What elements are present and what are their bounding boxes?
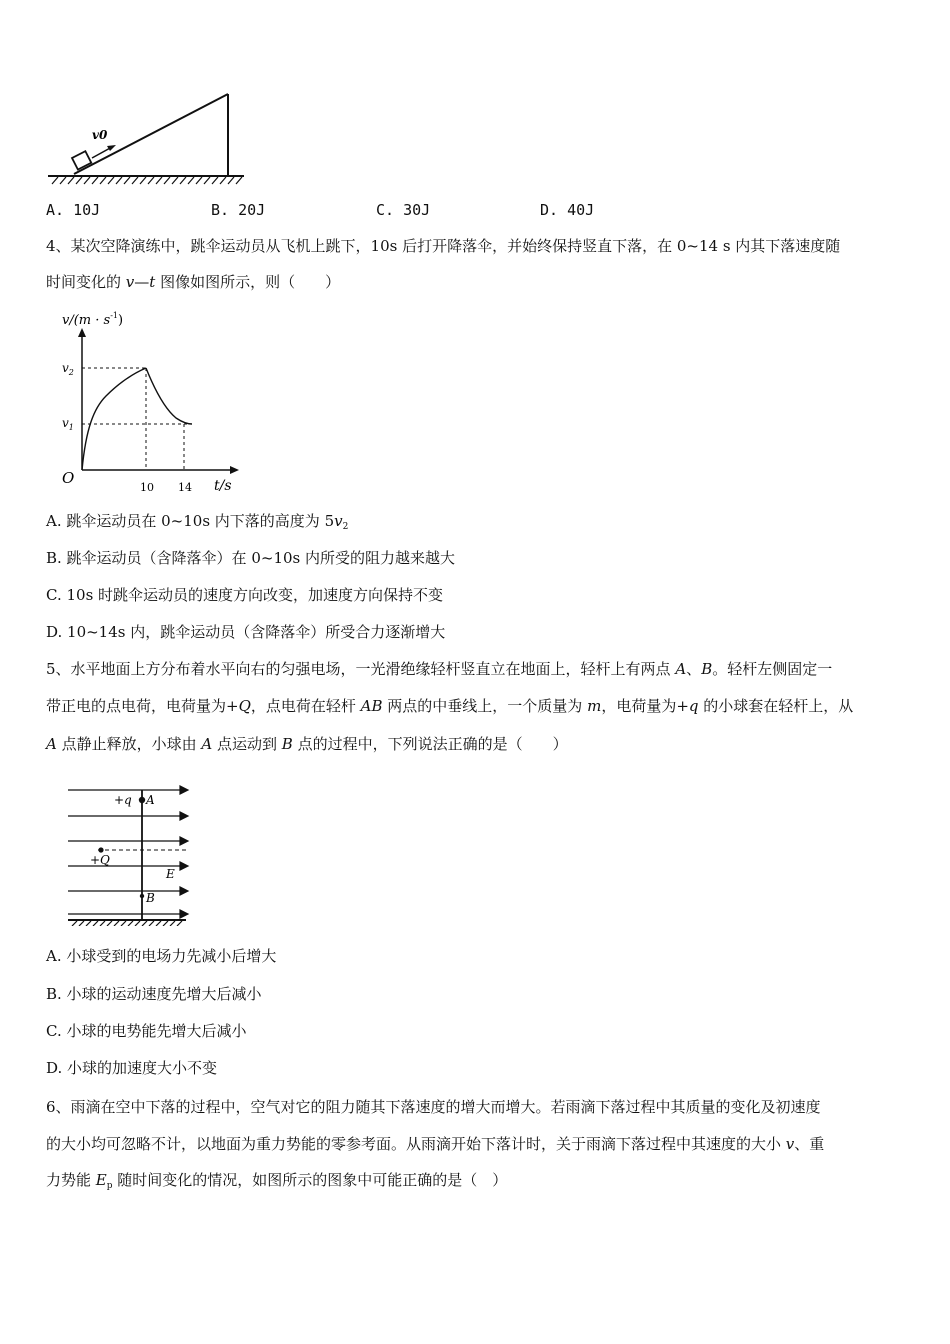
q5-option-c: C. 小球的电势能先增大后减小 <box>46 1022 247 1040</box>
plus-big-q-label: +Q <box>90 853 110 867</box>
q3-choice-a: A. 10J <box>46 201 101 219</box>
q3-choice-c: C. 30J <box>376 201 431 219</box>
ball-a <box>139 797 145 803</box>
q5-option-d: D. 小球的加速度大小不变 <box>46 1059 218 1077</box>
q4-option-b: B. 跳伞运动员（含降落伞）在 0~10s 内所受的阻力越来越大 <box>46 549 455 567</box>
q5-stem-line2: 带正电的点电荷，电荷量为+Q，点电荷在轻杆 AB 两点的中垂线上，一个质量为 m，电荷量为+q 的小球套在轻杆上，从 <box>46 697 854 715</box>
plus-q-label: +q <box>114 793 132 807</box>
t10-tick: 10 <box>140 481 154 494</box>
q4-stem-line2: 时间变化的 v—t 图像如图所示，则（ ） <box>46 273 341 291</box>
v0-label: v0 <box>92 128 108 142</box>
q5-stem-line1: 5、水平地面上方分布着水平向右的匀强电场，一光滑绝缘轻杆竖直立在地面上，轻杆上有两点 A、B。轻杆左侧固定一 <box>46 660 833 678</box>
incline-figure <box>44 88 248 190</box>
electric-field-figure <box>62 780 202 926</box>
q5-stem-line3: A 点静止释放，小球由 A 点运动到 B 点的过程中，下列说法正确的是（ ） <box>46 735 568 753</box>
q3-choice-b: B. 20J <box>211 201 266 219</box>
velocity-curve-rise <box>82 368 146 470</box>
field-e-label: E <box>166 867 175 881</box>
point-a-label: A <box>146 793 155 807</box>
point-charge <box>98 847 103 852</box>
q5-option-b: B. 小球的运动速度先增大后减小 <box>46 985 262 1003</box>
vt-graph <box>46 308 256 498</box>
v1-tick: $v_1$ <box>62 416 74 432</box>
q4-option-c: C. 10s 时跳伞运动员的速度方向改变，加速度方向保持不变 <box>46 586 444 604</box>
q4-option-a: A. 跳伞运动员在 0~10s 内下落的高度为 $5v_2$ <box>46 512 349 532</box>
v2-tick: $v_2$ <box>62 361 74 377</box>
q4-option-d: D. 10~14s 内，跳伞运动员（含降落伞）所受合力逐渐增大 <box>46 623 446 641</box>
q4-stem-line1: 4、某次空降演练中，跳伞运动员从飞机上跳下，10s 后打开降落伞，并始终保持竖直下落，在 0~14 s 内其下落速度随 <box>46 237 841 255</box>
t14-tick: 14 <box>178 481 192 494</box>
y-axis-label: $v/(m \cdot s^{-1})$ <box>62 311 124 328</box>
q6-stem-line1: 6、雨滴在空中下落的过程中，空气对它的阻力随其下落速度的增大而增大。若雨滴下落过程中其质量的变化及初速度 <box>46 1098 821 1116</box>
q6-stem-line2: 的大小均可忽略不计，以地面为重力势能的零参考面。从雨滴开始下落计时，关于雨滴下落过程中其速度的大小 v、重 <box>46 1135 825 1153</box>
velocity-curve-fall <box>146 368 192 424</box>
point-b-label: B <box>146 891 155 905</box>
q3-choice-d: D. 40J <box>540 201 595 219</box>
q5-option-a: A. 小球受到的电场力先减小后增大 <box>46 947 277 965</box>
x-axis-label: t/s <box>214 478 232 494</box>
origin-label: O <box>62 469 75 487</box>
q6-stem-line3: 力势能 $E_p$ 随时间变化的情况，如图所示的图象中可能正确的是（ ） <box>46 1171 508 1191</box>
